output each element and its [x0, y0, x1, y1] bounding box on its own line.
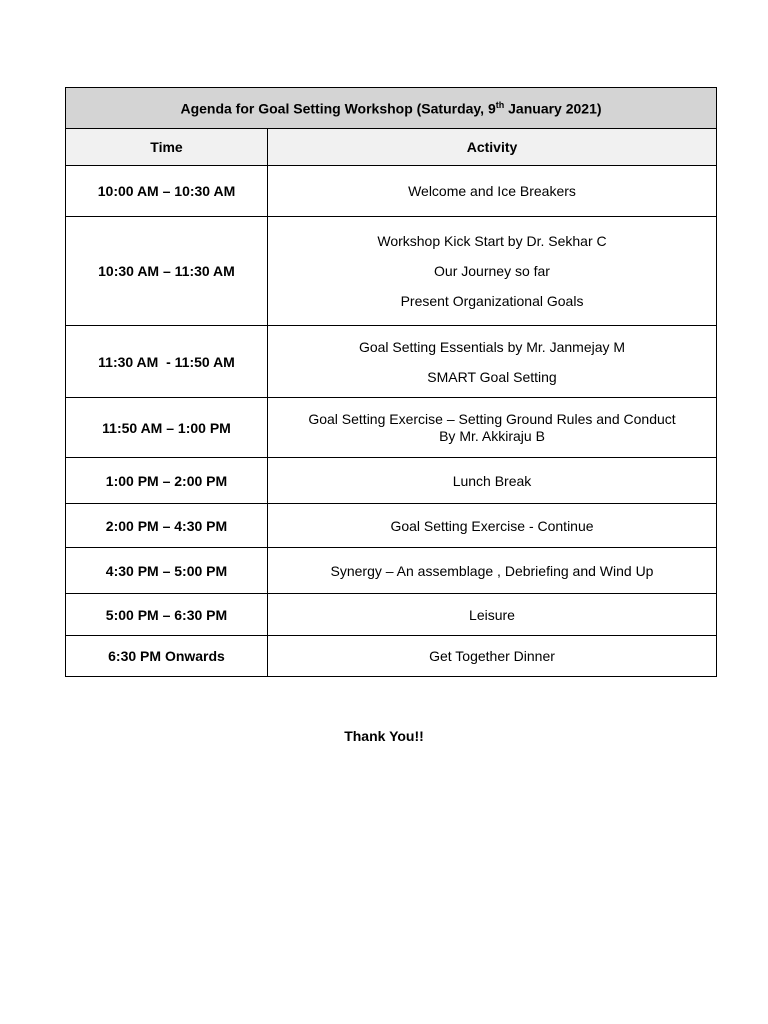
table-row: [66, 398, 717, 458]
table-row: [66, 326, 717, 398]
time-cell: 1:00 PM – 2:00 PM: [66, 458, 268, 504]
time-cell: 6:30 PM Onwards: [66, 636, 268, 677]
activity-line: Leisure: [469, 606, 515, 623]
activity-line: Goal Setting Essentials by Mr. Janmejay M: [358, 338, 626, 355]
activity-cell: [268, 458, 717, 504]
table-row: [66, 166, 717, 217]
activity-cell: [268, 166, 717, 217]
time-cell: 10:30 AM – 11:30 AM: [66, 217, 268, 326]
activity-cell: [268, 326, 717, 398]
time-cell: 4:30 PM – 5:00 PM: [66, 548, 268, 594]
agenda-title-main: Agenda for Goal Setting Workshop (Saturday, 9: [180, 100, 496, 117]
table-row: [66, 594, 717, 636]
activity-line: Get Together Dinner: [429, 648, 555, 664]
activity-column-header: Activity: [268, 129, 717, 166]
activity-line: Lunch Break: [452, 472, 532, 489]
time-cell: 5:00 PM – 6:30 PM: [66, 594, 268, 636]
activity-cell: [268, 636, 717, 677]
table-row: [66, 548, 717, 594]
activity-cell: [268, 217, 717, 326]
activity-line: Workshop Kick Start by Dr. Sekhar C: [377, 233, 607, 249]
table-row: [66, 458, 717, 504]
table-row: [66, 504, 717, 548]
activity-cell: [268, 504, 717, 548]
activity-line: Our Journey so far: [434, 263, 550, 279]
activity-line: By Mr. Akkiraju B: [439, 428, 545, 444]
agenda-title-ordinal: th: [495, 99, 505, 110]
agenda-title-row: [66, 88, 717, 129]
activity-cell: [268, 398, 717, 458]
agenda-table: [65, 87, 717, 677]
activity-line: Welcome and Ice Breakers: [408, 183, 576, 199]
activity-line: Synergy – An assemblage , Debriefing and Wind Up: [330, 562, 654, 579]
table-row: [66, 636, 717, 677]
activity-cell: [268, 548, 717, 594]
time-cell: 11:50 AM – 1:00 PM: [66, 398, 268, 458]
activity-line: Present Organizational Goals: [400, 293, 584, 309]
activity-line: Goal Setting Exercise - Continue: [390, 517, 594, 534]
time-cell: 11:30 AM - 11:50 AM: [66, 326, 268, 398]
time-cell: 10:00 AM – 10:30 AM: [66, 166, 268, 217]
time-column-header: Time: [66, 129, 268, 166]
activity-cell: [268, 594, 717, 636]
activity-line: Goal Setting Exercise – Setting Ground Rules and Conduct: [308, 411, 676, 427]
agenda-title-tail: January 2021): [504, 100, 602, 117]
agenda-title: [66, 88, 717, 129]
table-row: [66, 217, 717, 326]
activity-line: SMART Goal Setting: [427, 368, 557, 385]
thank-you-note: Thank You!!: [344, 728, 424, 744]
column-header-row: [66, 129, 717, 166]
time-cell: 2:00 PM – 4:30 PM: [66, 504, 268, 548]
